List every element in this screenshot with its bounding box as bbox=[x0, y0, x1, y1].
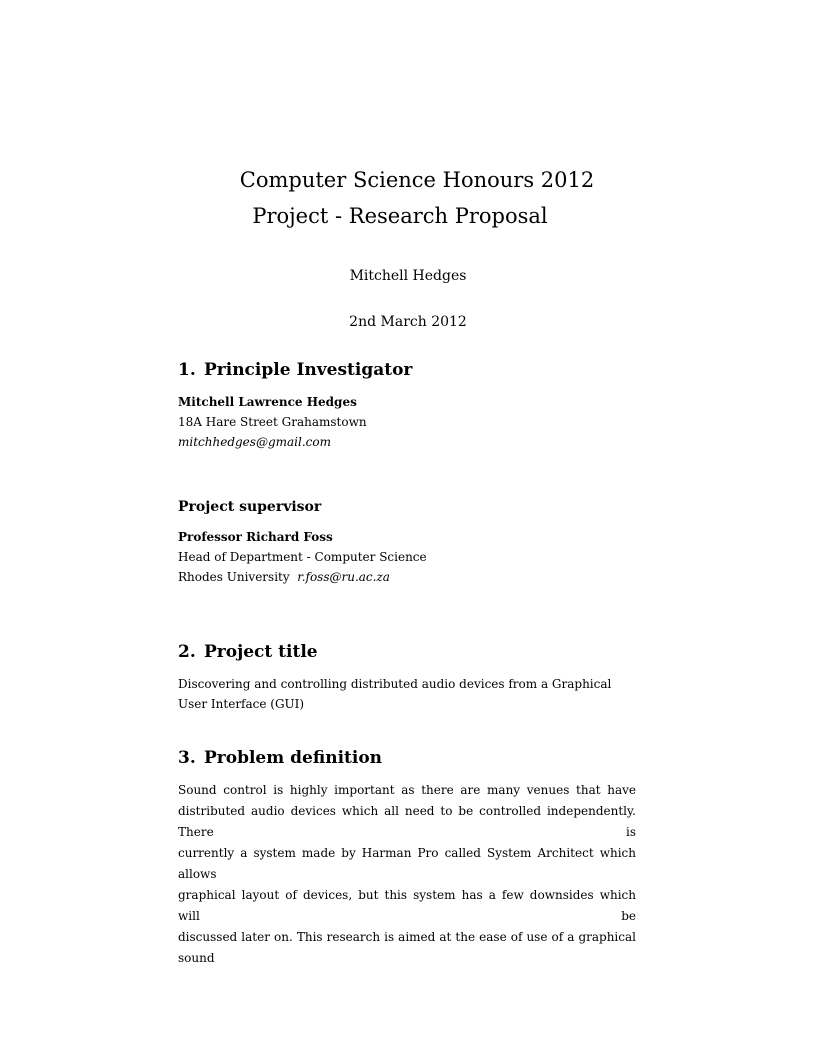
section-number: 3. bbox=[178, 748, 196, 768]
section-title: Problem definition bbox=[204, 748, 383, 768]
section-title: Principle Investigator bbox=[204, 360, 413, 380]
investigator-name: Mitchell Lawrence Hedges bbox=[178, 395, 357, 409]
author-name: Mitchell Hedges bbox=[349, 268, 467, 284]
supervisor-details bbox=[178, 527, 636, 587]
paragraph-line: distributed audio devices which all need to be controlled independently. There is bbox=[178, 804, 636, 839]
section-number: 2. bbox=[178, 642, 196, 662]
supervisor-role: Head of Department - Computer Science bbox=[178, 550, 427, 564]
supervisor-institution: Rhodes University bbox=[178, 570, 290, 584]
document-date: 2nd March 2012 bbox=[349, 314, 467, 330]
section-title: Project title bbox=[204, 642, 318, 662]
section-project-title bbox=[178, 642, 636, 662]
paragraph-line: graphical layout of devices, but this system has a few downsides which will be bbox=[178, 888, 636, 923]
section-number: 1. bbox=[178, 360, 196, 380]
supervisor-affiliation bbox=[178, 567, 636, 587]
investigator-address: 18A Hare Street Grahamstown bbox=[178, 415, 367, 429]
document-subtitle: Project - Research Proposal bbox=[252, 204, 548, 228]
problem-definition-body bbox=[178, 780, 636, 969]
document-title: Computer Science Honours 2012 bbox=[239, 168, 595, 192]
section-heading bbox=[178, 642, 636, 662]
section-problem-definition bbox=[178, 748, 636, 768]
paragraph-line: currently a system made by Harman Pro called System Architect which allows bbox=[178, 846, 636, 881]
section-heading bbox=[178, 748, 636, 768]
section-principle-investigator bbox=[178, 360, 636, 380]
section-heading bbox=[178, 360, 636, 380]
paragraph-line: Sound control is highly important as there are many venues that have bbox=[178, 783, 636, 797]
supervisor-email: r.foss@ru.ac.za bbox=[297, 570, 390, 584]
supervisor-heading: Project supervisor bbox=[178, 499, 322, 515]
paragraph-line: discussed later on. This research is aimed at the ease of use of a graphical sound bbox=[178, 930, 636, 965]
investigator-email: mitchhedges@gmail.com bbox=[178, 435, 331, 449]
section-supervisor bbox=[178, 499, 636, 515]
supervisor-name: Professor Richard Foss bbox=[178, 530, 333, 544]
investigator-details bbox=[178, 392, 636, 452]
project-title-text-block bbox=[178, 674, 618, 714]
project-title-text: Discovering and controlling distributed audio devices from a Graphical User Interface (GUI) bbox=[178, 677, 612, 711]
